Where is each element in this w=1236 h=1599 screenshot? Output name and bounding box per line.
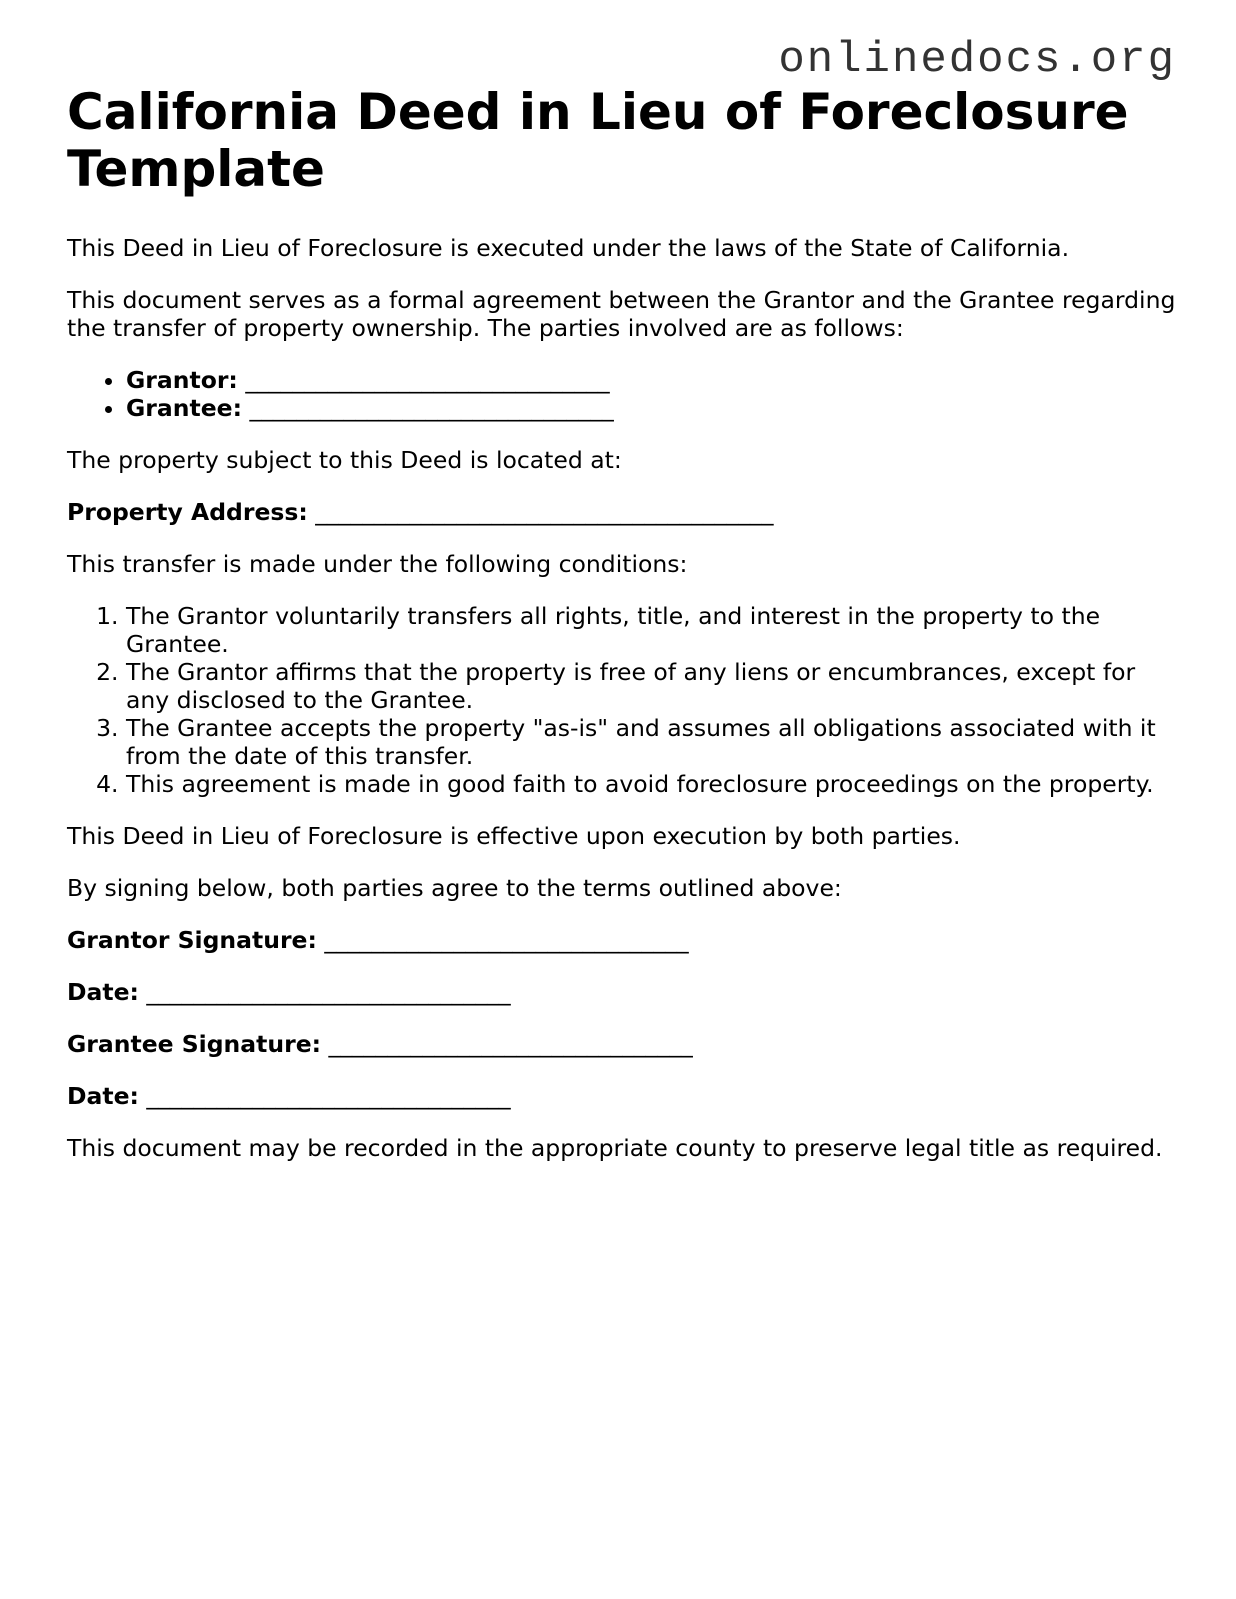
list-item: 4. This agreement is made in good faith to avoid foreclosure proceedings on the property. xyxy=(126,770,1177,798)
watermark-logo: onlinedocs.org xyxy=(778,35,1176,85)
conditions-list xyxy=(67,602,1177,798)
list-item xyxy=(126,366,1177,394)
list-item: 2. The Grantor affirms that the property is free of any liens or encumbrances, except for any disclosed to the Grantee. xyxy=(126,658,1177,714)
grantor-date-label: Date: xyxy=(67,978,139,1006)
property-intro-paragraph: The property subject to this Deed is located at: xyxy=(67,446,622,474)
list-item: 1. The Grantor voluntarily transfers all rights, title, and interest in the property to the Grantee. xyxy=(126,602,1177,658)
property-address-line xyxy=(67,498,1177,526)
intro-paragraph: This Deed in Lieu of Foreclosure is executed under the laws of the State of California. xyxy=(67,234,1070,262)
grantor-signature-label: Grantor Signature: xyxy=(67,926,317,954)
grantee-date-label: Date: xyxy=(67,1082,139,1110)
grantee-signature-line xyxy=(67,1030,1177,1058)
effective-paragraph: This Deed in Lieu of Foreclosure is effective upon execution by both parties. xyxy=(67,822,961,850)
grantee-date-line xyxy=(67,1082,1177,1110)
list-item xyxy=(126,394,1177,422)
grantor-signature-blank-line: _______________________________ xyxy=(324,926,689,954)
parties-list xyxy=(67,366,1177,422)
document-title: California Deed in Lieu of Foreclosure Template xyxy=(67,83,1129,198)
grantee-blank-line: _______________________________ xyxy=(249,394,614,422)
grantee-signature-blank-line: _______________________________ xyxy=(328,1030,693,1058)
property-address-blank-line: _______________________________________ xyxy=(315,498,774,526)
agree-paragraph: By signing below, both parties agree to the terms outlined above: xyxy=(67,874,842,902)
property-address-label: Property Address: xyxy=(67,498,308,526)
grantor-blank-line: _______________________________ xyxy=(245,366,610,394)
closing-paragraph: This document may be recorded in the appropriate county to preserve legal title as required. xyxy=(67,1134,1163,1162)
grantee-signature-label: Grantee Signature: xyxy=(67,1030,322,1058)
grantor-signature-line xyxy=(67,926,1177,954)
grantee-label: Grantee: xyxy=(126,394,242,422)
grantor-label: Grantor: xyxy=(126,366,238,394)
conditions-intro-paragraph: This transfer is made under the following conditions: xyxy=(67,550,688,578)
list-item: 3. The Grantee accepts the property "as-is" and assumes all obligations associated with it from the date of this transfer. xyxy=(126,714,1177,770)
grantee-date-blank-line: _______________________________ xyxy=(146,1082,511,1110)
purpose-paragraph: This document serves as a formal agreement between the Grantor and the Grantee regarding the transfer of property ownership. The parties involved are as follows: xyxy=(67,286,1176,342)
document-body xyxy=(67,84,1177,1162)
grantor-date-blank-line: _______________________________ xyxy=(146,978,511,1006)
grantor-date-line xyxy=(67,978,1177,1006)
